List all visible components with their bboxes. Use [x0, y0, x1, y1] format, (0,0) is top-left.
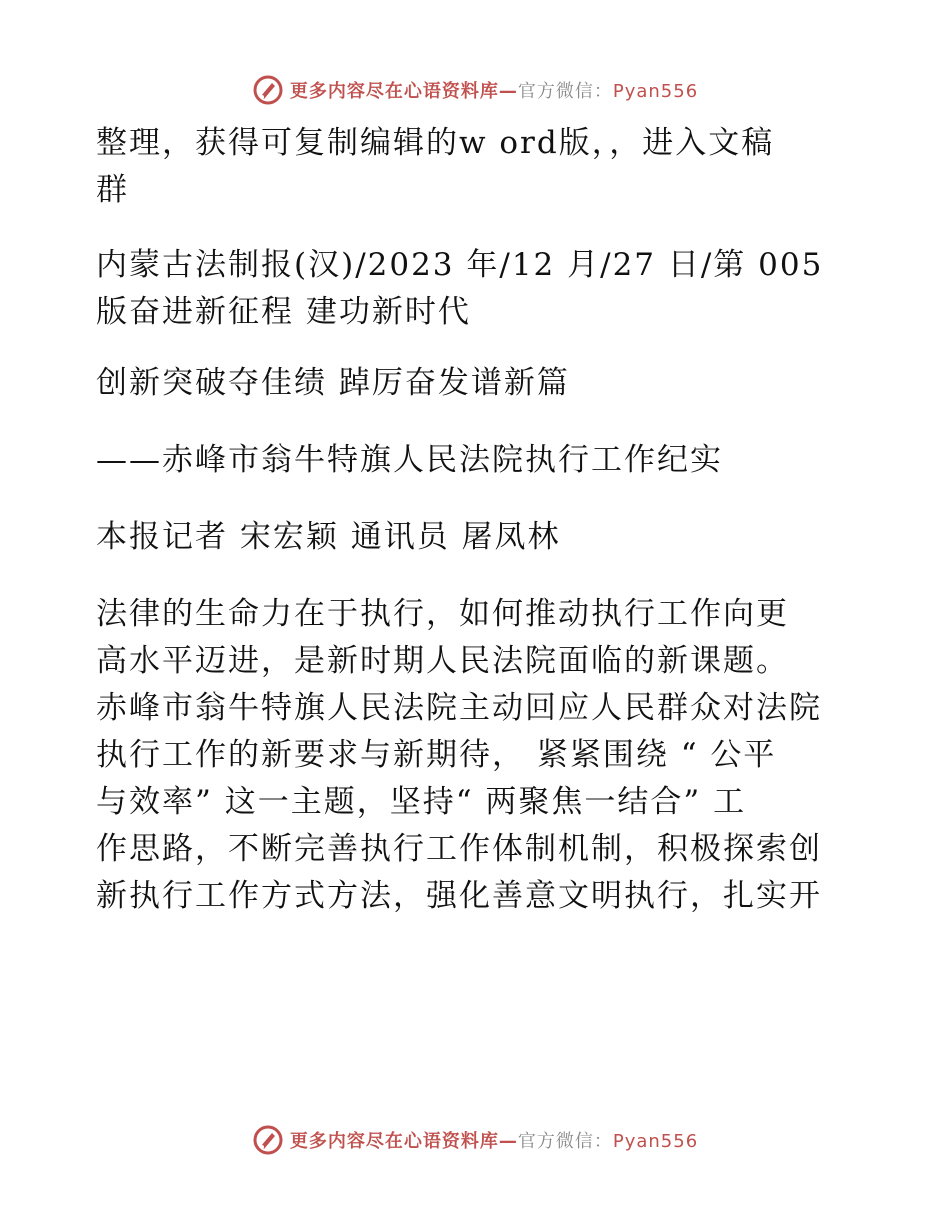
body-line: 法律的生命力在于执行，如何推动执行工作向更	[96, 596, 789, 632]
watermark-banner-bottom	[0, 1120, 950, 1160]
body-line: 作思路，不断完善执行工作体制机制，积极探索创	[96, 831, 822, 867]
body-line: 高水平迈进，是新时期人民法院面临的新课题。	[96, 643, 789, 679]
watermark-separator: —	[498, 1131, 518, 1152]
article-byline: 本报记者 宋宏颖 通讯员 屠凤林	[96, 519, 561, 555]
intro-line-2: 群	[96, 172, 129, 208]
watermark-wechat-id: Pyan556	[612, 81, 699, 102]
watermark-wechat-label: 官方微信：	[517, 1131, 613, 1152]
article-headline: 创新突破夺佳绩 踔厉奋发谱新篇	[96, 365, 570, 401]
body-line: 新执行工作方式方法，强化善意文明执行，扎实开	[96, 878, 822, 914]
watermark-site: 更多内容尽在心语资料库	[289, 1131, 499, 1152]
body-line: 执行工作的新要求与新期待， 紧紧围绕 “ 公平	[96, 737, 777, 773]
pen-nib-circle-icon	[252, 74, 284, 106]
pen-nib-circle-icon	[252, 1124, 284, 1156]
source-line-1: 内蒙古法制报(汉)/2023 年/12 月/27 日/第 005	[96, 247, 824, 283]
intro-line-1: 整理，获得可复制编辑的w ord版，，进入文稿	[96, 125, 775, 161]
article-subtitle: ——赤峰市翁牛特旗人民法院执行工作纪实	[96, 442, 723, 478]
watermark-wechat-id: Pyan556	[612, 1131, 699, 1152]
source-line-2: 版奋进新征程 建功新时代	[96, 294, 471, 330]
document-body	[96, 120, 856, 920]
watermark-wechat-label: 官方微信：	[517, 81, 613, 102]
watermark-text	[290, 77, 698, 103]
watermark-text	[290, 1127, 698, 1153]
body-line: 与效率” 这一主题，坚持“ 两聚焦一结合” 工	[96, 784, 747, 820]
body-line: 赤峰市翁牛特旗人民法院主动回应人民群众对法院	[96, 690, 822, 726]
watermark-separator: —	[498, 81, 518, 102]
watermark-banner-top	[0, 70, 950, 110]
watermark-site: 更多内容尽在心语资料库	[289, 81, 499, 102]
article-body	[96, 591, 856, 920]
